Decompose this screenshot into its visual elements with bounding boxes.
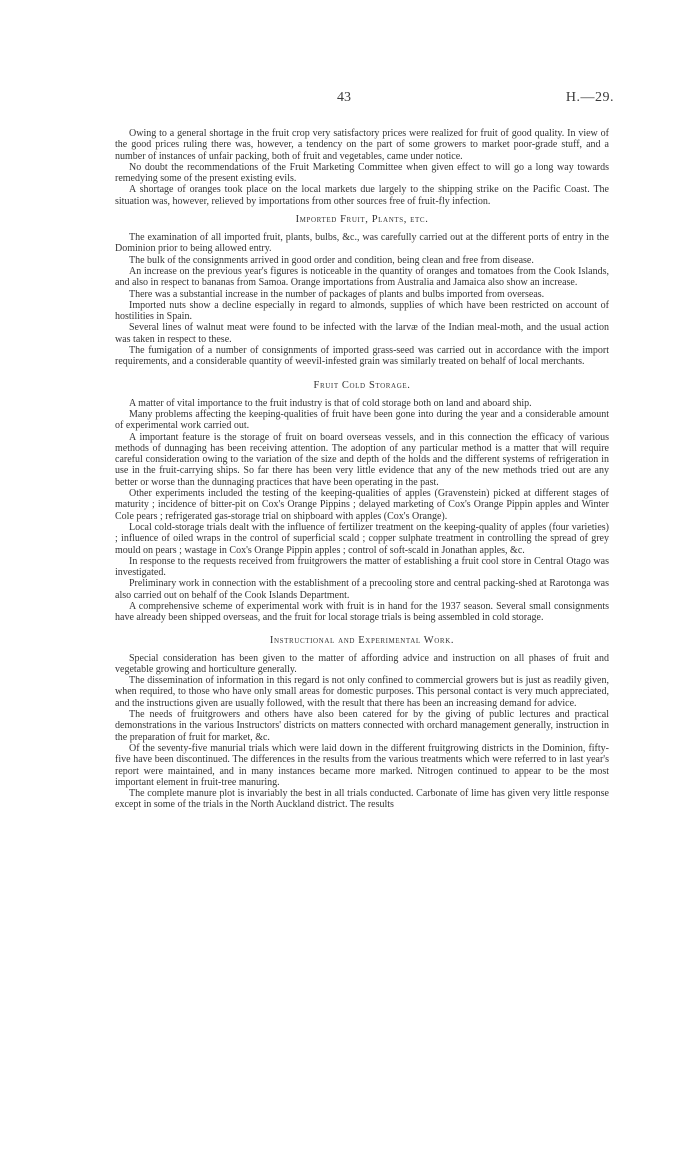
fruit-cold-storage-section	[115, 380, 609, 624]
paragraph: Several lines of walnut meat were found to be infected with the larvæ of the Indian meal-moth, and the usual action was taken in respect to these.	[115, 322, 609, 345]
paragraph: A comprehensive scheme of experimental work with fruit is in hand for the 1937 season. Several small consignments have already been shipped overseas, and the fruit for local storage trials is being assembled in cold storage.	[115, 600, 609, 624]
page-header	[0, 90, 700, 110]
page-number: 43	[337, 90, 351, 105]
paragraph: In response to the requests received from fruitgrowers the matter of establishing a fruit cool store in Central Otago was investigated.	[115, 555, 609, 579]
paragraph: A shortage of oranges took place on the local markets due largely to the shipping strike on the Pacific Coast. The situation was, however, relieved by importations from other sources free of fruit-fly infection.	[115, 184, 609, 207]
paragraph: An increase on the previous year's figures is noticeable in the quantity of oranges and tomatoes from the Cook Islands, and also in respect to bananas from Samoa. Orange importations from Australia and Jamaica also show an increase.	[115, 265, 609, 289]
paragraph: A important feature is the storage of fruit on board overseas vessels, and in this connection the efficacy of various methods of dunnaging has been receiving attention. The adoption of any particular method is a matter that will require careful consideration owing to the variation of the size and depth of the holds and the different systems of refrigeration in use in the fruit-carrying ships. So far there has been very little evidence that any of the new methods tried out are any better or worse than the dunnaging practices that have been operating in the past.	[115, 431, 609, 488]
page-body	[115, 128, 609, 811]
paragraph: Imported nuts show a decline especially in regard to almonds, supplies of which have been restricted on account of hostilities in Spain.	[115, 299, 609, 323]
paragraph: A matter of vital importance to the fruit industry is that of cold storage both on land and aboard ship.	[129, 397, 532, 409]
section-heading: Imported Fruit, Plants, etc.	[295, 214, 429, 226]
paragraph: Local cold-storage trials dealt with the influence of fertilizer treatment on the keeping-quality of apples (four varieties) ; influence of oiled wraps in the control of superficial scald ; copper sulphate treatment in controlling the spread of grey mould on pears ; wastage in Cox's Orange Pippin apples ; control of soft-scald in Jonathan apples, &c.	[115, 521, 609, 556]
paragraph: The examination of all imported fruit, plants, bulbs, &c., was carefully carried out at the different ports of entry in the Dominion prior to being allowed entry.	[115, 232, 609, 255]
section-heading: Instructional and Experimental Work.	[269, 634, 455, 646]
paragraph: The needs of fruitgrowers and others have also been catered for by the giving of public lectures and practical demonstrations in the various Instructors' districts on matters connected with orchard management generally, instruction in the preparation of fruit for market, &c.	[115, 709, 609, 743]
paragraph: Owing to a general shortage in the fruit crop very satisfactory prices were realized for fruit of good quality. In view of the good prices ruling there was, however, a tendency on the part of some growers to market poor-grade stuff, and a number of instances of unfair packing, both of fruit and vegetables, came under notice.	[115, 128, 609, 162]
paragraph: The dissemination of information in this regard is not only confined to commercial growers but is just as readily given, when required, to those who have only small areas for domestic purposes. This personal contact is very much appreciated, and the instructions given are usually followed, with the result that there has been an increasing demand for advice.	[115, 675, 609, 709]
instructional-work-section	[115, 635, 609, 811]
paragraph: Many problems affecting the keeping-qualities of fruit have been gone into during the year and a considerable amount of experimental work carried out.	[115, 408, 609, 432]
document-reference: H.—29.	[565, 90, 614, 105]
section-heading: Fruit Cold Storage.	[313, 379, 411, 391]
paragraph: The complete manure plot is invariably the best in all trials conducted. Carbonate of lime has given very little response except in some of the trials in the North Auckland district. The results	[115, 788, 609, 811]
paragraph: Other experiments included the testing of the keeping-qualities of apples (Gravenstein) picked at different stages of maturity ; incidence of bitter-pit on Cox's Orange Pippins ; delayed marketing of Cox's Orange Pippin apples and Winter Cole pears ; refrigerated gas-storage trial on shipboard with apples (Cox's Orange).	[115, 488, 609, 522]
paragraph: Special consideration has been given to the matter of affording advice and instruction on all phases of fruit and vegetable growing and horticulture generally.	[115, 652, 609, 675]
paragraph: The fumigation of a number of consignments of imported grass-seed was carried out in accordance with the import requirements, and a considerable quantity of weevil-infested grain was similarly treated on behalf of local merchants.	[115, 345, 609, 368]
paragraph: Preliminary work in connection with the establishment of a precooling store and central packing-shed at Rarotonga was also carried out on behalf of the Cook Islands Department.	[115, 578, 609, 601]
intro-section	[115, 128, 609, 207]
paragraph: There was a substantial increase in the number of packages of plants and bulbs imported from overseas.	[129, 288, 545, 300]
paragraph: No doubt the recommendations of the Fruit Marketing Committee when given effect to will go a long way towards remedying some of the present existing evils.	[115, 161, 609, 185]
imported-fruit-section	[115, 214, 609, 368]
paragraph: The bulk of the consignments arrived in good order and condition, being clean and free from disease.	[129, 254, 534, 266]
paragraph: Of the seventy-five manurial trials which were laid down in the different fruitgrowing districts in the Dominion, fifty-five have been discontinued. The differences in the results from the various treatments which were referred to in last year's report were maintained, and in many instances became more marked. Nitrogen continued to appear to be the most important element in fruit-tree manuring.	[115, 742, 609, 788]
